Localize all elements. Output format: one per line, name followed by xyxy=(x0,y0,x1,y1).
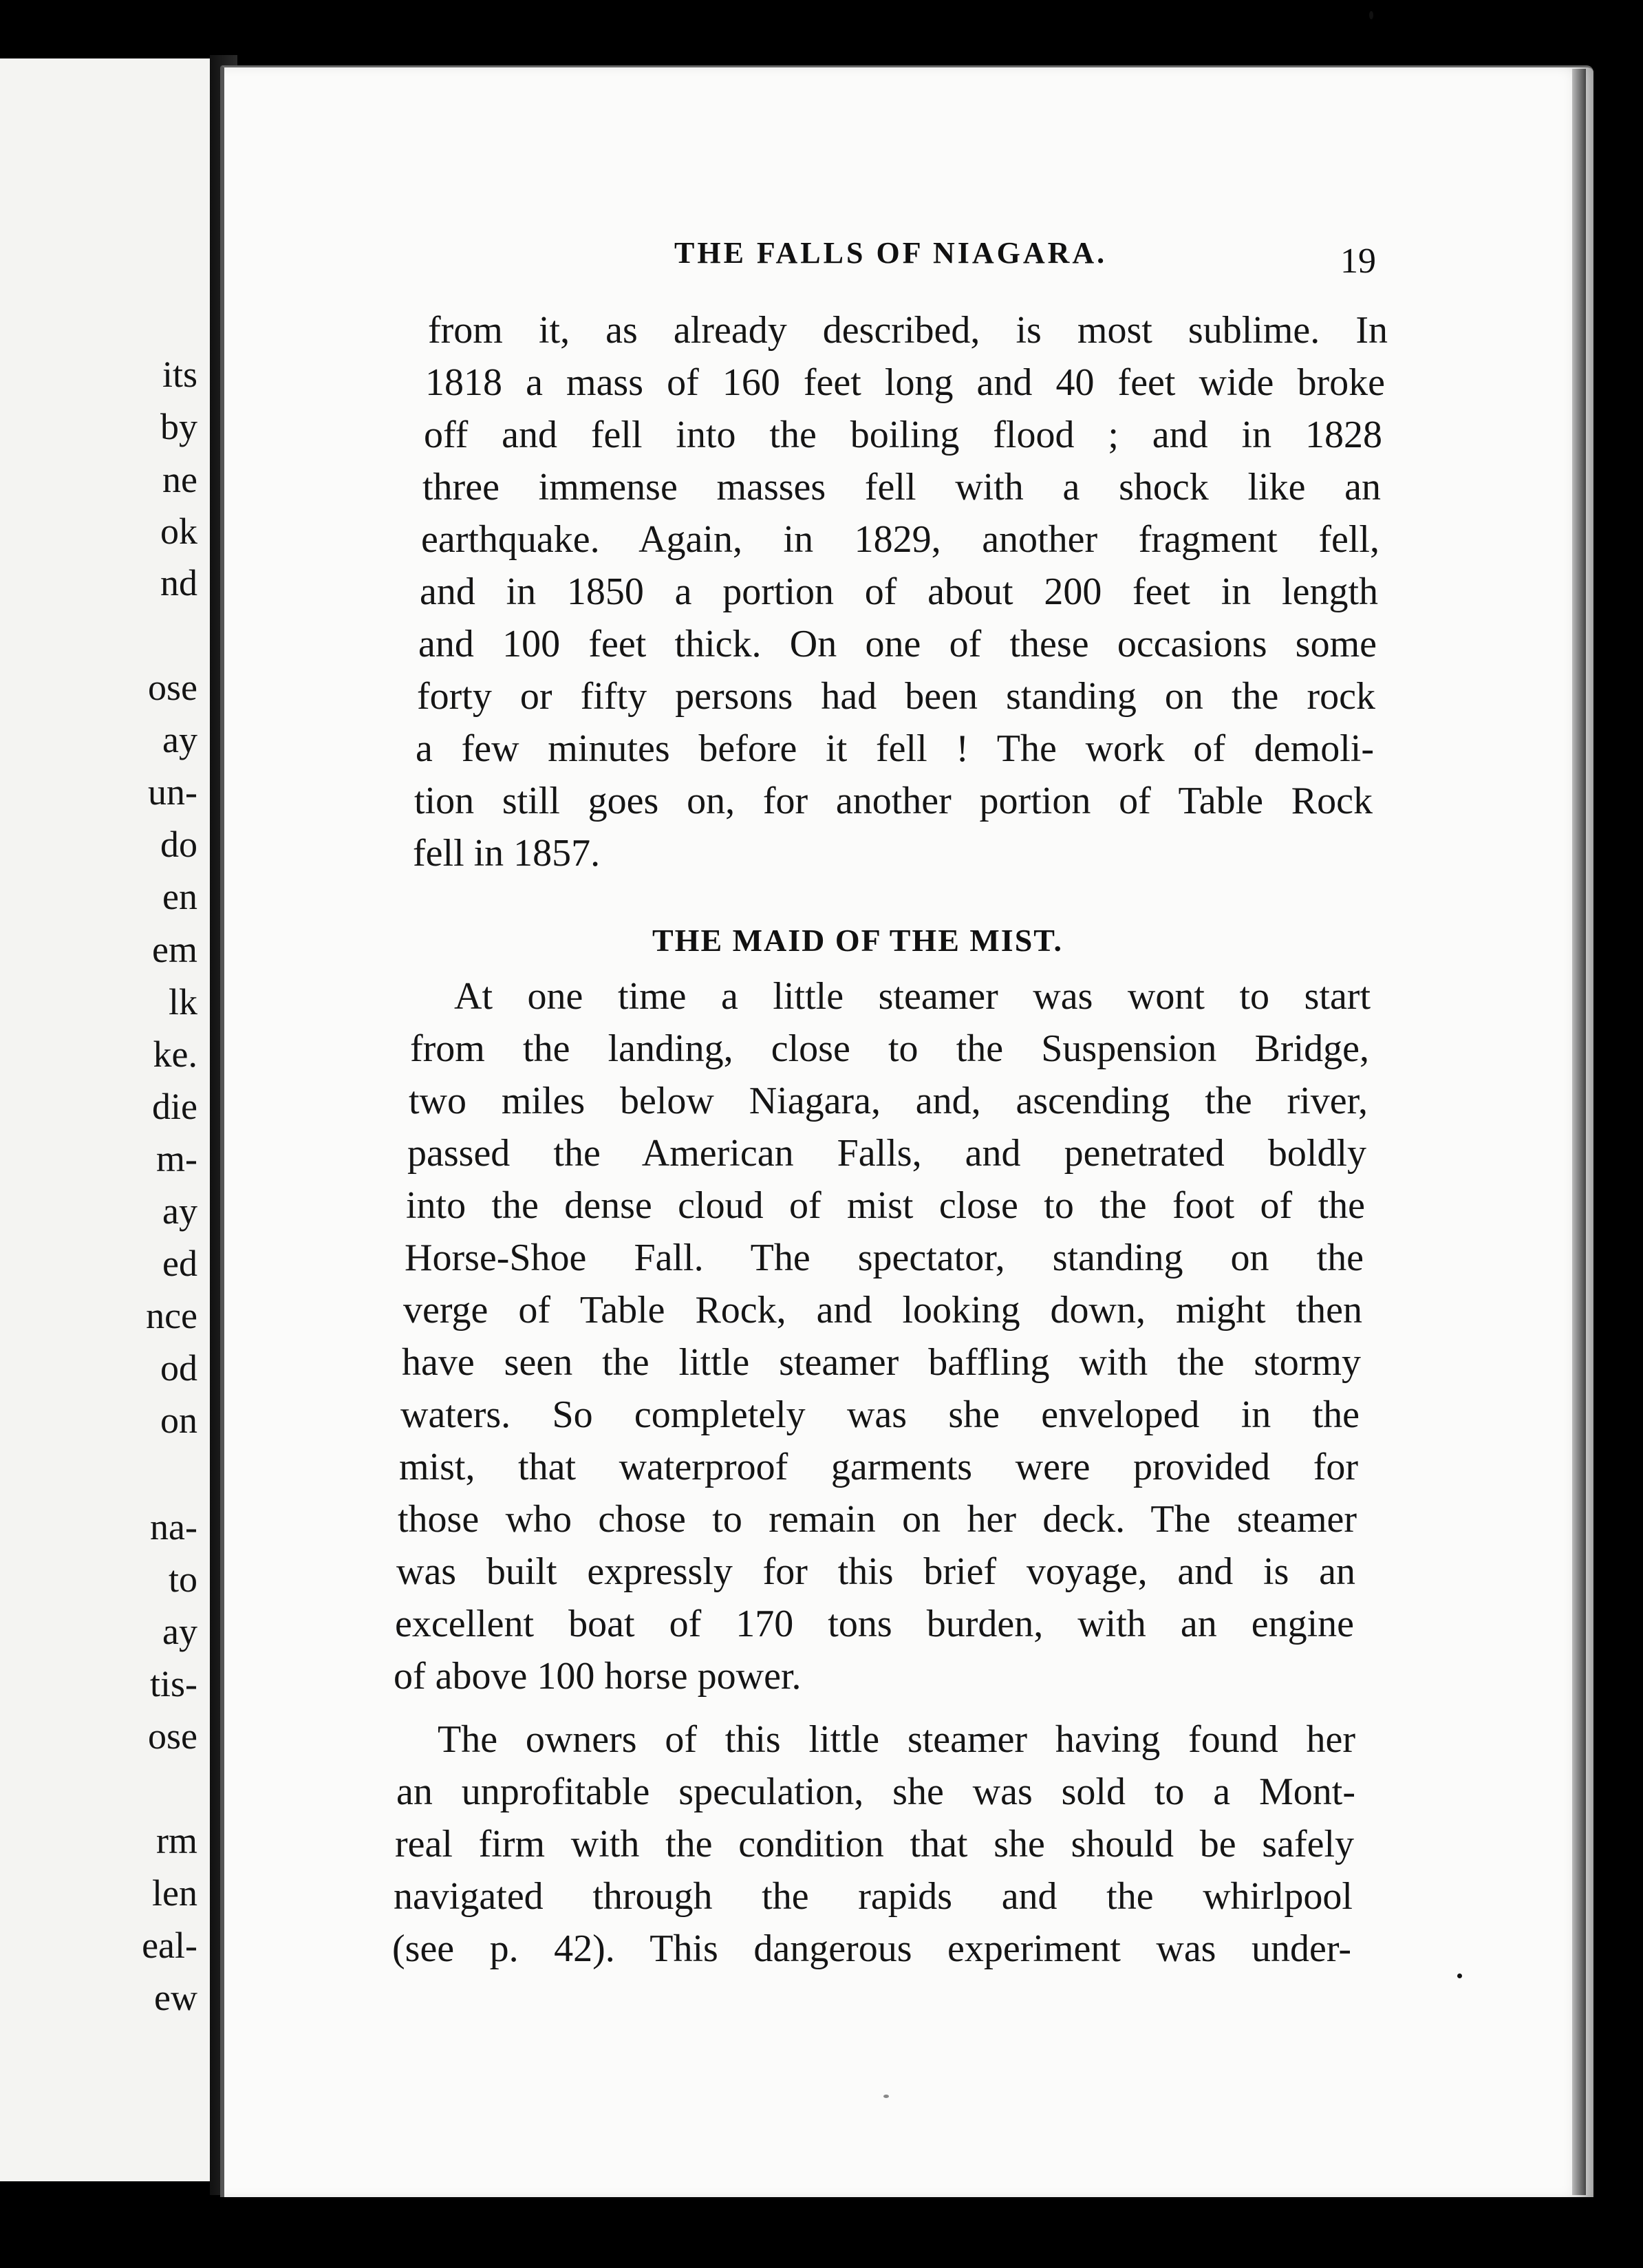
text-line: have seen the little steamer baffling with the stormy xyxy=(402,1341,1361,1384)
left-fragment: do xyxy=(160,824,197,865)
left-fragment: nd xyxy=(160,562,197,603)
left-fragment: un- xyxy=(148,771,197,813)
text-line: from it, as already described, is most sublime. In xyxy=(428,309,1388,352)
left-fragment: len xyxy=(152,1872,197,1914)
left-fragment: ose xyxy=(148,1715,197,1757)
text-line: fell in 1857. xyxy=(413,832,601,875)
left-fragment: od xyxy=(160,1347,197,1389)
text-line: real firm with the condition that she should be safely xyxy=(395,1823,1354,1865)
scan-speck xyxy=(883,2095,889,2098)
text-line: (see p. 42). This dangerous experiment was under- xyxy=(392,1927,1351,1970)
left-fragment: m- xyxy=(156,1138,197,1179)
text-line: and 100 feet thick. On one of these occasions some xyxy=(418,623,1377,665)
text-line: waters. So completely was she enveloped in the xyxy=(400,1393,1360,1436)
left-fragment: on xyxy=(160,1400,197,1441)
text-line: into the dense cloud of mist close to the foot of the xyxy=(406,1184,1365,1227)
left-fragment: ose xyxy=(148,667,197,708)
left-fragment: ew xyxy=(154,1977,197,2018)
text-line: At one time a little steamer was wont to start xyxy=(454,975,1371,1018)
text-line: mist, that waterproof garments were provided for xyxy=(399,1446,1358,1488)
text-line: two miles below Niagara, and, ascending the river, xyxy=(409,1080,1368,1122)
text-line: of above 100 horse power. xyxy=(394,1655,802,1698)
page-number: 19 xyxy=(1340,242,1376,281)
text-line: a few minutes before it fell ! The work of demoli- xyxy=(416,727,1374,770)
text-line: off and fell into the boiling flood ; and in 1828 xyxy=(424,414,1382,456)
left-fragment: ay xyxy=(162,1190,197,1232)
left-fragment: ne xyxy=(162,459,197,500)
left-fragment: tis- xyxy=(149,1663,197,1704)
text-line: excellent boat of 170 tons burden, with an engine xyxy=(395,1603,1354,1645)
text-line: an unprofitable speculation, she was sold to a Mont- xyxy=(396,1770,1355,1813)
text-line: and in 1850 a portion of about 200 feet in length xyxy=(420,570,1378,613)
left-fragment: ke. xyxy=(153,1034,197,1075)
left-fragment: eal- xyxy=(142,1925,197,1966)
text-line: earthquake. Again, in 1829, another fragment fell, xyxy=(421,518,1379,561)
left-fragment: na- xyxy=(150,1506,197,1548)
left-fragment: lk xyxy=(168,981,197,1023)
left-page-fragment xyxy=(0,58,213,2181)
running-head: THE FALLS OF NIAGARA. xyxy=(674,236,1108,270)
text-line: passed the American Falls, and penetrated boldly xyxy=(407,1132,1366,1175)
left-fragment: by xyxy=(160,406,197,447)
text-line: tion still goes on, for another portion of Table Rock xyxy=(414,780,1373,822)
text-line: forty or fifty persons had been standing on the rock xyxy=(417,675,1375,718)
page-edge xyxy=(1572,69,1586,2195)
text-line: verge of Table Rock, and looking down, might then xyxy=(403,1289,1362,1331)
left-fragment: ok xyxy=(160,511,197,552)
text-line: Horse-Shoe Fall. The spectator, standing on the xyxy=(405,1237,1364,1279)
text-line: was built expressly for this brief voyage, and is an xyxy=(396,1550,1355,1593)
left-fragment: ed xyxy=(162,1243,197,1284)
left-fragment: die xyxy=(152,1086,197,1127)
left-fragment: rm xyxy=(156,1820,197,1861)
left-fragment: ay xyxy=(162,1611,197,1652)
left-fragment: to xyxy=(168,1559,197,1600)
text-line: from the landing, close to the Suspension Bridge, xyxy=(410,1027,1369,1070)
text-line: The owners of this little steamer having found her xyxy=(438,1718,1355,1761)
text-line: those who chose to remain on her deck. The steamer xyxy=(398,1498,1357,1541)
left-fragment: its xyxy=(162,354,197,395)
section-heading: THE MAID OF THE MIST. xyxy=(652,923,1064,958)
text-line: 1818 a mass of 160 feet long and 40 feet wide broke xyxy=(425,361,1385,404)
scan-speck xyxy=(1369,11,1373,19)
left-fragment: nce xyxy=(146,1295,197,1336)
left-fragment: en xyxy=(162,876,197,917)
text-line: three immense masses fell with a shock like an xyxy=(422,466,1381,509)
left-fragment: ay xyxy=(162,719,197,760)
text-line: navigated through the rapids and the whirlpool xyxy=(394,1875,1353,1918)
left-fragment: em xyxy=(152,929,197,970)
scan-speck xyxy=(1457,1973,1462,1978)
